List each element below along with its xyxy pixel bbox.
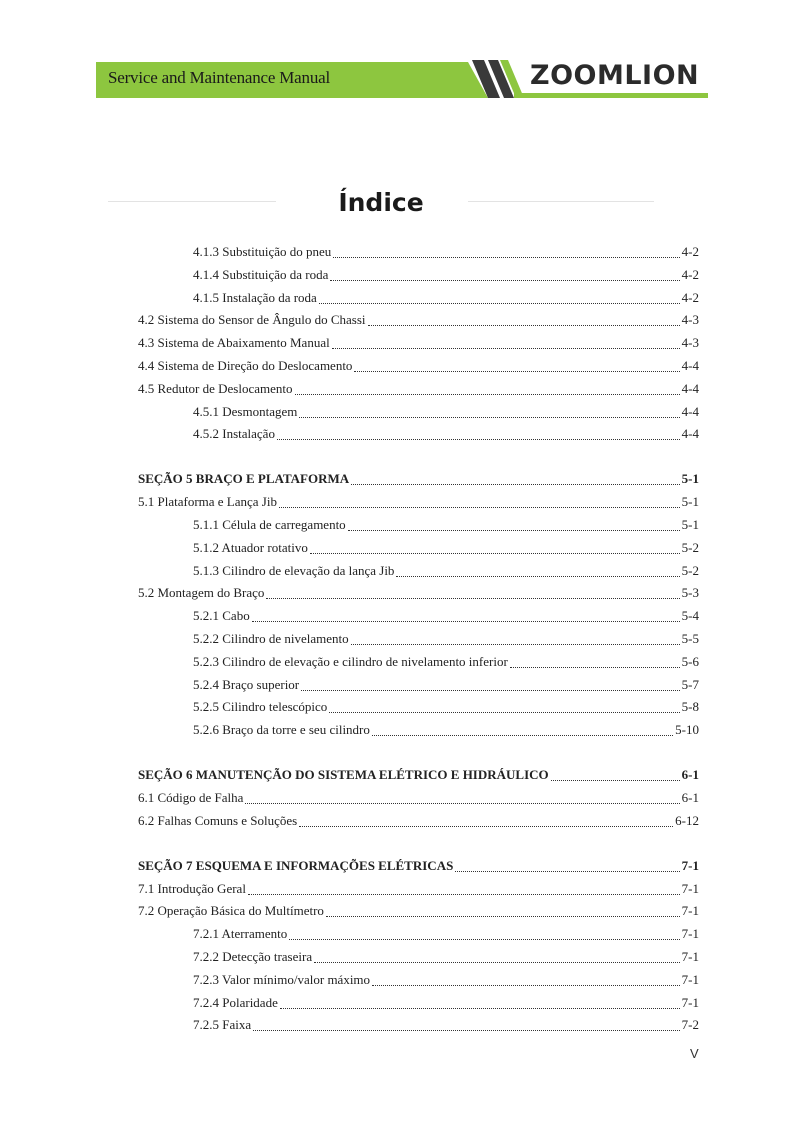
toc-dot-leader (455, 871, 679, 872)
toc-entry-page: 5-1 (681, 471, 699, 486)
toc-entry[interactable] (138, 881, 699, 899)
toc-dot-leader (354, 371, 679, 372)
toc-entry-page: 7-2 (681, 1017, 699, 1032)
toc-entry[interactable] (193, 972, 699, 990)
toc-dot-leader (280, 1008, 680, 1009)
toc-entry[interactable] (193, 404, 699, 422)
page-title-row (108, 188, 654, 224)
toc-entry-label: SEÇÃO 7 ESQUEMA E INFORMAÇÕES ELÉTRICAS (138, 858, 454, 873)
toc-entry[interactable] (138, 335, 699, 353)
toc-entry-page: 4-2 (681, 244, 699, 259)
toc-entry-label: 5.2.4 Braço superior (193, 677, 300, 692)
toc-entry-label: 4.1.5 Instalação da roda (193, 290, 317, 305)
toc-entry-page: 7-1 (681, 926, 699, 941)
toc-entry-label: SEÇÃO 5 BRAÇO E PLATAFORMA (138, 471, 350, 486)
toc-entry-page: 6-12 (675, 813, 699, 828)
toc-entry-page: 7-1 (681, 995, 699, 1010)
toc-entry[interactable] (193, 426, 699, 444)
toc-entry[interactable] (138, 358, 699, 376)
toc-entry-page: 4-4 (681, 426, 699, 441)
toc-entry-label: 5.2.3 Cilindro de elevação e cilindro de nivelamento inferior (193, 654, 508, 669)
toc-dot-leader (330, 280, 679, 281)
toc-entry-page: 5-2 (681, 563, 699, 578)
toc-entry-page: 7-1 (681, 858, 699, 873)
toc-entry-page: 5-7 (681, 677, 699, 692)
toc-dot-leader (248, 894, 680, 895)
toc-entry[interactable] (193, 677, 699, 695)
toc-dot-leader (329, 712, 679, 713)
toc-dot-leader (332, 348, 680, 349)
toc-entry-label: 7.1 Introdução Geral (138, 881, 246, 896)
toc-dot-leader (299, 826, 673, 827)
toc-entry-page: 4-2 (681, 290, 699, 305)
toc-entry[interactable] (193, 608, 699, 626)
toc-entry[interactable] (138, 494, 699, 512)
toc-dot-leader (396, 576, 679, 577)
toc-entry[interactable] (193, 540, 699, 558)
toc-dot-leader (266, 598, 679, 599)
toc-entry-label: 7.2.4 Polaridade (193, 995, 278, 1010)
toc-entry-page: 5-1 (681, 517, 699, 532)
toc-entry-label: 4.1.4 Substituição da roda (193, 267, 329, 282)
toc-entry-label: 4.2 Sistema do Sensor de Ângulo do Chassi (138, 312, 366, 327)
toc-dot-leader (326, 916, 680, 917)
toc-entry-label: 6.1 Código de Falha (138, 790, 244, 805)
toc-entry[interactable] (193, 631, 699, 649)
toc-entry-page: 4-4 (681, 358, 699, 373)
toc-entry[interactable] (193, 699, 699, 717)
toc-entry[interactable] (193, 244, 699, 262)
toc-dot-leader (351, 484, 680, 485)
toc-entry[interactable] (138, 381, 699, 399)
brand-logo: ZOOMLION (530, 60, 700, 91)
toc-dot-leader (295, 394, 680, 395)
toc-dot-leader (333, 257, 679, 258)
toc-entry-page: 5-10 (675, 722, 699, 737)
toc-entry-label: 5.2.5 Cilindro telescópico (193, 699, 328, 714)
toc-entry-label: 6.2 Falhas Comuns e Soluções (138, 813, 298, 828)
toc-entry-page: 6-1 (681, 767, 699, 782)
toc-entry-label: 4.5 Redutor de Deslocamento (138, 381, 293, 396)
toc-entry-label: SEÇÃO 6 MANUTENÇÃO DO SISTEMA ELÉTRICO E HIDRÁULICO (138, 767, 549, 782)
toc-entry-label: 5.2.6 Braço da torre e seu cilindro (193, 722, 370, 737)
toc-dot-leader (301, 690, 680, 691)
toc-entry[interactable] (138, 903, 699, 921)
toc-entry[interactable] (193, 1017, 699, 1035)
toc-entry-page: 7-1 (681, 972, 699, 987)
toc-entry[interactable] (193, 995, 699, 1013)
toc-entry-label: 5.1 Plataforma e Lança Jib (138, 494, 277, 509)
manual-title: Service and Maintenance Manual (108, 68, 330, 87)
toc-entry-label: 4.4 Sistema de Direção do Deslocamento (138, 358, 353, 373)
toc-entry-label: 4.1.3 Substituição do pneu (193, 244, 332, 259)
toc-entry-page: 4-3 (681, 335, 699, 350)
toc-dot-leader (372, 735, 673, 736)
toc-entry[interactable] (193, 654, 699, 672)
header-underline (514, 93, 708, 98)
toc-dot-leader (310, 553, 680, 554)
page-title: Índice (338, 188, 424, 217)
toc-entry-label: 4.5.1 Desmontagem (193, 404, 298, 419)
toc-dot-leader (368, 325, 680, 326)
toc-entry-label: 5.1.3 Cilindro de elevação da lança Jib (193, 563, 395, 578)
toc-dot-leader (279, 507, 680, 508)
toc-entry-label: 7.2.2 Detecção traseira (193, 949, 313, 964)
toc-section-heading[interactable] (138, 471, 699, 489)
toc-dot-leader (319, 303, 680, 304)
toc-dot-leader (348, 530, 680, 531)
toc-entry-page: 4-4 (681, 404, 699, 419)
toc-entry-label: 7.2 Operação Básica do Multímetro (138, 903, 324, 918)
toc-entry-page: 7-1 (681, 881, 699, 896)
toc-dot-leader (551, 780, 680, 781)
page-number: V (690, 1046, 699, 1061)
toc-dot-leader (253, 1030, 680, 1031)
toc-entry-label: 4.5.2 Instalação (193, 426, 275, 441)
page-header (96, 60, 708, 98)
toc-entry-label: 4.3 Sistema de Abaixamento Manual (138, 335, 330, 350)
toc-entry[interactable] (193, 517, 699, 535)
toc-dot-leader (372, 985, 680, 986)
toc-section-heading[interactable] (138, 858, 699, 876)
toc-entry-page: 5-8 (681, 699, 699, 714)
toc-entry-label: 5.2.1 Cabo (193, 608, 250, 623)
toc-entry-label: 7.2.5 Faixa (193, 1017, 252, 1032)
toc-entry[interactable] (193, 722, 699, 740)
toc-entry[interactable] (193, 926, 699, 944)
toc-entry-page: 4-4 (681, 381, 699, 396)
toc-entry-label: 5.1.1 Célula de carregamento (193, 517, 346, 532)
toc-entry-page: 7-1 (681, 903, 699, 918)
toc-dot-leader (351, 644, 680, 645)
toc-entry[interactable] (138, 813, 699, 831)
toc-section-heading[interactable] (138, 767, 699, 785)
toc-entry-page: 5-3 (681, 585, 699, 600)
toc-entry[interactable] (138, 790, 699, 808)
toc-dot-leader (252, 621, 680, 622)
toc-entry-page: 5-4 (681, 608, 699, 623)
toc-entry-label: 5.2 Montagem do Braço (138, 585, 265, 600)
toc-entry-label: 7.2.3 Valor mínimo/valor máximo (193, 972, 371, 987)
toc-entry-label: 5.2.2 Cilindro de nivelamento (193, 631, 349, 646)
toc-entry-label: 5.1.2 Atuador rotativo (193, 540, 308, 555)
toc-entry-page: 5-6 (681, 654, 699, 669)
toc-dot-leader (245, 803, 679, 804)
toc-entry[interactable] (138, 585, 699, 603)
toc-dot-leader (299, 417, 679, 418)
toc-entry[interactable] (193, 563, 699, 581)
toc-entry-page: 4-2 (681, 267, 699, 282)
toc-dot-leader (277, 439, 680, 440)
toc-dot-leader (510, 667, 680, 668)
toc-dot-leader (314, 962, 680, 963)
toc-entry-page: 6-1 (681, 790, 699, 805)
toc-entry-page: 4-3 (681, 312, 699, 327)
toc-entry-page: 5-1 (681, 494, 699, 509)
toc-entry[interactable] (193, 267, 699, 285)
toc-entry[interactable] (193, 949, 699, 967)
toc-entry[interactable] (193, 290, 699, 308)
toc-entry-label: 7.2.1 Aterramento (193, 926, 288, 941)
toc-entry-page: 5-5 (681, 631, 699, 646)
toc-entry-page: 5-2 (681, 540, 699, 555)
toc-entry[interactable] (138, 312, 699, 330)
toc-entry-page: 7-1 (681, 949, 699, 964)
toc-dot-leader (289, 939, 679, 940)
